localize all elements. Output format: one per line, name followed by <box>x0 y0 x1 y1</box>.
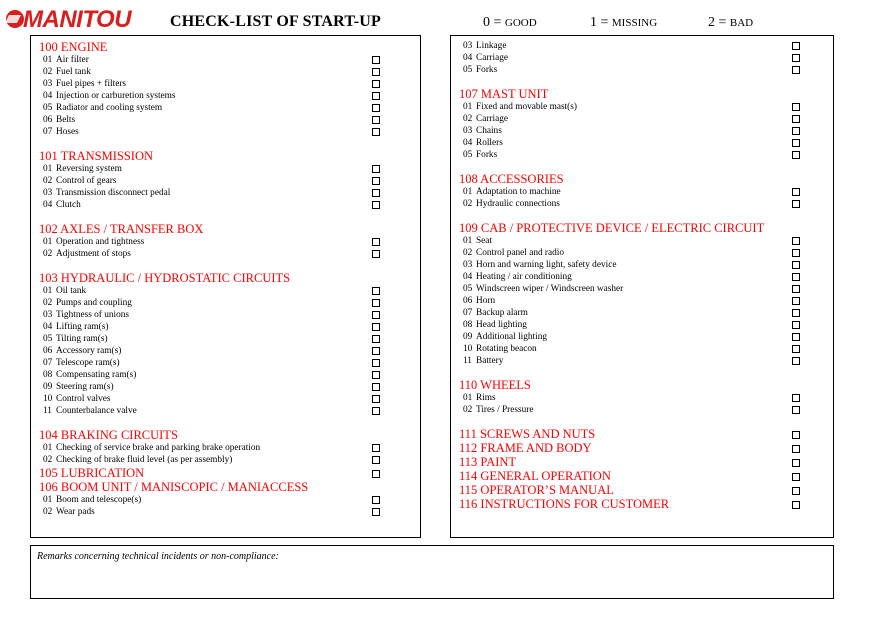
item-label: Fuel pipes + filters <box>56 79 127 89</box>
item-number: 05 <box>463 150 473 160</box>
status-checkbox[interactable] <box>792 473 800 481</box>
item-label: Transmission disconnect pedal <box>56 188 171 198</box>
item-label: Adaptation to machine <box>476 187 561 197</box>
status-checkbox[interactable] <box>372 250 380 258</box>
item-number: 03 <box>463 126 473 136</box>
right-checklist-content <box>451 36 833 511</box>
item-number: 11 <box>43 406 52 416</box>
item-label: Tires / Pressure <box>476 405 534 415</box>
status-checkbox[interactable] <box>372 383 380 391</box>
item-number: 05 <box>43 103 53 113</box>
section-title: 116 INSTRUCTIONS FOR CUSTOMER <box>459 497 670 511</box>
item-number: 11 <box>463 356 472 366</box>
item-number: 02 <box>43 298 53 308</box>
item-number: 03 <box>43 79 53 89</box>
item-label: Wear pads <box>56 507 95 517</box>
checklist-item <box>39 102 420 114</box>
status-checkbox[interactable] <box>372 496 380 504</box>
left-checklist-content <box>31 36 420 518</box>
item-label: Steering ram(s) <box>56 382 114 392</box>
checklist-item <box>459 295 833 307</box>
checklist-item <box>459 101 833 113</box>
status-checkbox[interactable] <box>372 371 380 379</box>
status-checkbox[interactable] <box>792 321 800 329</box>
checklist-item <box>39 357 420 369</box>
checklist-item <box>39 381 420 393</box>
item-number: 01 <box>463 236 473 246</box>
status-checkbox[interactable] <box>372 311 380 319</box>
legend-missing-code: 1 = <box>590 15 609 30</box>
checklist-section <box>459 441 833 455</box>
status-checkbox[interactable] <box>792 42 800 50</box>
manitou-logo <box>3 5 148 31</box>
item-label: Rims <box>476 393 496 403</box>
item-label: Operation and tightness <box>56 237 145 247</box>
section-title: 111 SCREWS AND NUTS <box>459 427 596 441</box>
legend-bad-code: 2 = <box>708 15 727 30</box>
item-label: Carriage <box>476 114 509 124</box>
checklist-item <box>459 113 833 125</box>
status-checkbox[interactable] <box>372 335 380 343</box>
item-label: Telescope ram(s) <box>56 358 120 368</box>
item-label: Rotating beacon <box>476 344 537 354</box>
checklist-section <box>39 466 420 480</box>
status-checkbox[interactable] <box>792 431 800 439</box>
item-number: 07 <box>463 308 473 318</box>
status-checkbox[interactable] <box>372 104 380 112</box>
item-number: 02 <box>463 199 473 209</box>
item-number: 10 <box>463 344 473 354</box>
item-label: Tilting ram(s) <box>56 334 108 344</box>
checklist-section <box>459 497 833 511</box>
item-label: Horn <box>476 296 496 306</box>
section-title: 101 TRANSMISSION <box>39 149 154 163</box>
item-label: Control valves <box>56 394 111 404</box>
item-label: Pumps and coupling <box>56 298 132 308</box>
checklist-item <box>39 114 420 126</box>
item-number: 01 <box>43 443 53 453</box>
status-checkbox[interactable] <box>372 165 380 173</box>
item-label: Air filter <box>56 55 89 65</box>
item-label: Belts <box>56 115 76 125</box>
item-label: Windscreen wiper / Windscreen washer <box>476 284 624 294</box>
item-number: 10 <box>43 394 53 404</box>
remarks-box[interactable] <box>30 545 834 599</box>
item-label: Radiator and cooling system <box>56 103 163 113</box>
status-checkbox[interactable] <box>372 347 380 355</box>
section-title: 105 LUBRICATION <box>39 466 145 480</box>
checklist-item <box>459 198 833 210</box>
item-number: 02 <box>463 248 473 258</box>
item-number: 01 <box>463 393 473 403</box>
item-number: 01 <box>43 286 53 296</box>
status-checkbox[interactable] <box>372 201 380 209</box>
status-checkbox[interactable] <box>792 188 800 196</box>
item-label: Rollers <box>476 138 503 148</box>
status-checkbox[interactable] <box>372 56 380 64</box>
item-number: 08 <box>463 320 473 330</box>
status-checkbox[interactable] <box>372 128 380 136</box>
item-label: Checking of service brake and parking brake operation <box>56 443 261 453</box>
status-checkbox[interactable] <box>792 139 800 147</box>
checklist-section <box>459 469 833 483</box>
status-checkbox[interactable] <box>372 92 380 100</box>
section-title: 108 ACCESSORIES <box>459 172 564 186</box>
checklist-section <box>39 149 420 211</box>
item-number: 02 <box>43 455 53 465</box>
status-checkbox[interactable] <box>792 406 800 414</box>
status-checkbox[interactable] <box>792 249 800 257</box>
checklist-item <box>459 283 833 295</box>
checklist-item <box>39 78 420 90</box>
item-label: Seat <box>476 236 493 246</box>
checklist-section <box>459 455 833 469</box>
item-label: Checking of brake fluid level (as per assembly) <box>56 455 233 465</box>
checklist-item <box>39 309 420 321</box>
item-number: 06 <box>43 115 53 125</box>
section-title: 115 OPERATOR’S MANUAL <box>459 483 614 497</box>
item-label: Reversing system <box>56 164 122 174</box>
checklist-item <box>459 64 833 76</box>
status-checkbox[interactable] <box>372 470 380 478</box>
item-number: 03 <box>43 188 53 198</box>
checklist-item <box>459 259 833 271</box>
section-title: 106 BOOM UNIT / MANISCOPIC / MANIACCESS <box>39 480 309 494</box>
page-title: CHECK-LIST OF START-UP <box>170 13 381 30</box>
status-checkbox[interactable] <box>792 501 800 509</box>
checklist-item <box>459 271 833 283</box>
item-label: Clutch <box>56 200 81 210</box>
manitou-logo-graphic <box>3 5 148 31</box>
checklist-item <box>459 392 833 404</box>
item-label: Compensating ram(s) <box>56 370 137 380</box>
item-number: 03 <box>463 260 473 270</box>
item-number: 04 <box>43 322 53 332</box>
checklist-item <box>39 187 420 199</box>
section-title: 112 FRAME AND BODY <box>459 441 592 455</box>
checklist-section <box>39 222 420 260</box>
checklist-item <box>459 52 833 64</box>
section-title: 107 MAST UNIT <box>459 87 549 101</box>
status-checkbox[interactable] <box>792 309 800 317</box>
section-title: 114 GENERAL OPERATION <box>459 469 611 483</box>
item-number: 03 <box>463 41 473 51</box>
item-number: 05 <box>463 65 473 75</box>
legend-bad-text: BAD <box>729 17 754 29</box>
item-label: Hydraulic connections <box>476 199 560 209</box>
checklist-item <box>39 175 420 187</box>
item-number: 02 <box>463 114 473 124</box>
right-checklist-panel <box>450 35 834 538</box>
item-label: Boom and telescope(s) <box>56 495 142 505</box>
status-checkbox[interactable] <box>792 127 800 135</box>
left-checklist-panel <box>30 35 421 538</box>
checklist-item <box>459 355 833 367</box>
status-checkbox[interactable] <box>372 238 380 246</box>
status-checkbox[interactable] <box>792 237 800 245</box>
legend-good-code: 0 = <box>483 15 502 30</box>
checklist-section <box>459 40 833 76</box>
item-label: Lifting ram(s) <box>56 322 109 332</box>
checklist-item <box>459 40 833 52</box>
status-checkbox[interactable] <box>372 323 380 331</box>
status-checkbox[interactable] <box>792 273 800 281</box>
status-checkbox[interactable] <box>372 68 380 76</box>
checklist-item <box>459 331 833 343</box>
checklist-item <box>39 126 420 138</box>
checklist-item <box>459 307 833 319</box>
item-label: Adjustment of stops <box>56 249 131 259</box>
item-label: Heating / air conditioning <box>476 272 572 282</box>
legend-missing <box>590 15 657 31</box>
item-number: 06 <box>43 346 53 356</box>
checklist-section <box>459 172 833 210</box>
checklist-item <box>39 248 420 260</box>
checklist-item <box>39 321 420 333</box>
item-number: 03 <box>43 310 53 320</box>
item-label: Head lighting <box>476 320 527 330</box>
status-checkbox[interactable] <box>372 359 380 367</box>
checklist-item <box>39 236 420 248</box>
status-checkbox[interactable] <box>792 345 800 353</box>
item-number: 04 <box>463 272 473 282</box>
checklist-item <box>459 125 833 137</box>
item-label: Linkage <box>476 41 507 51</box>
status-checkbox[interactable] <box>792 285 800 293</box>
item-label: Horn and warning light, safety device <box>476 260 617 270</box>
item-number: 04 <box>463 53 473 63</box>
item-number: 01 <box>463 187 473 197</box>
checklist-item <box>39 405 420 417</box>
section-title: 109 CAB / PROTECTIVE DEVICE / ELECTRIC CIRCUIT <box>459 221 765 235</box>
section-title: 110 WHEELS <box>459 378 531 392</box>
item-label: Tightness of unions <box>56 310 130 320</box>
checklist-item <box>39 90 420 102</box>
checklist-item <box>459 404 833 416</box>
checklist-section <box>459 221 833 367</box>
status-checkbox[interactable] <box>792 261 800 269</box>
checklist-item <box>39 506 420 518</box>
item-number: 02 <box>43 67 53 77</box>
checklist-item <box>459 343 833 355</box>
status-checkbox[interactable] <box>372 508 380 516</box>
checklist-section <box>459 378 833 416</box>
checklist-section <box>39 271 420 417</box>
checklist-item <box>39 393 420 405</box>
checklist-item <box>39 285 420 297</box>
item-number: 08 <box>43 370 53 380</box>
item-number: 02 <box>43 507 53 517</box>
legend-missing-text: MISSING <box>611 17 658 29</box>
item-number: 01 <box>463 102 473 112</box>
checklist-section <box>459 87 833 161</box>
status-checkbox[interactable] <box>792 151 800 159</box>
item-number: 04 <box>43 91 53 101</box>
status-checkbox[interactable] <box>792 487 800 495</box>
checklist-item <box>39 66 420 78</box>
item-number: 01 <box>43 164 53 174</box>
checklist-section <box>39 40 420 138</box>
checklist-item <box>39 199 420 211</box>
checklist-item <box>39 442 420 454</box>
checklist-item <box>39 454 420 466</box>
status-checkbox[interactable] <box>372 287 380 295</box>
item-label: Injection or carburetion systems <box>56 91 176 101</box>
item-number: 02 <box>43 249 53 259</box>
item-number: 05 <box>43 334 53 344</box>
checklist-item <box>459 137 833 149</box>
item-label: Hoses <box>56 127 79 137</box>
status-checkbox[interactable] <box>792 357 800 365</box>
legend-good-text: GOOD <box>504 17 537 29</box>
status-checkbox[interactable] <box>372 444 380 452</box>
remarks-label: Remarks concerning technical incidents or non-compliance: <box>37 551 279 562</box>
item-number: 04 <box>463 138 473 148</box>
status-checkbox[interactable] <box>792 54 800 62</box>
section-title: 102 AXLES / TRANSFER BOX <box>39 222 204 236</box>
checklist-section <box>39 480 420 518</box>
item-number: 06 <box>463 296 473 306</box>
item-label: Control panel and radio <box>476 248 565 258</box>
status-checkbox[interactable] <box>792 297 800 305</box>
item-label: Accessory ram(s) <box>56 346 122 356</box>
item-number: 05 <box>463 284 473 294</box>
item-label: Chains <box>476 126 502 136</box>
svg-text:MANITOU: MANITOU <box>23 6 132 31</box>
item-number: 01 <box>43 495 53 505</box>
item-label: Backup alarm <box>476 308 528 318</box>
checklist-item <box>459 186 833 198</box>
status-checkbox[interactable] <box>792 459 800 467</box>
checklist-item <box>459 247 833 259</box>
item-label: Fuel tank <box>56 67 91 77</box>
item-number: 09 <box>43 382 53 392</box>
item-number: 02 <box>43 176 53 186</box>
section-title: 103 HYDRAULIC / HYDROSTATIC CIRCUITS <box>39 271 291 285</box>
checklist-section <box>459 483 833 497</box>
checklist-item <box>39 369 420 381</box>
item-label: Control of gears <box>56 176 117 186</box>
status-checkbox[interactable] <box>792 200 800 208</box>
status-checkbox[interactable] <box>792 394 800 402</box>
checklist-item <box>459 149 833 161</box>
status-checkbox[interactable] <box>372 177 380 185</box>
item-label: Fixed and movable mast(s) <box>476 102 577 112</box>
checklist-section <box>39 428 420 466</box>
checklist-item <box>39 54 420 66</box>
checklist-item <box>39 333 420 345</box>
checklist-item <box>39 345 420 357</box>
section-title: 104 BRAKING CIRCUITS <box>39 428 178 442</box>
item-label: Carriage <box>476 53 509 63</box>
item-label: Additional lighting <box>476 332 548 342</box>
item-label: Forks <box>476 150 498 160</box>
item-number: 09 <box>463 332 473 342</box>
section-title: 100 ENGINE <box>39 40 108 54</box>
item-label: Battery <box>476 356 504 366</box>
legend-bad <box>708 15 753 31</box>
item-label: Oil tank <box>56 286 87 296</box>
item-number: 07 <box>43 127 53 137</box>
status-checkbox[interactable] <box>792 66 800 74</box>
item-number: 04 <box>43 200 53 210</box>
checklist-item <box>459 319 833 331</box>
checklist-item <box>459 235 833 247</box>
item-number: 02 <box>463 405 473 415</box>
section-title: 113 PAINT <box>459 455 517 469</box>
item-label: Counterbalance valve <box>56 406 137 416</box>
status-checkbox[interactable] <box>792 115 800 123</box>
status-checkbox[interactable] <box>792 103 800 111</box>
item-number: 07 <box>43 358 53 368</box>
checklist-section <box>459 427 833 441</box>
item-number: 01 <box>43 55 53 65</box>
status-checkbox[interactable] <box>372 395 380 403</box>
checklist-item <box>39 494 420 506</box>
status-checkbox[interactable] <box>372 116 380 124</box>
status-checkbox[interactable] <box>372 407 380 415</box>
status-checkbox[interactable] <box>792 333 800 341</box>
checklist-item <box>39 297 420 309</box>
status-checkbox[interactable] <box>792 445 800 453</box>
status-checkbox[interactable] <box>372 189 380 197</box>
status-checkbox[interactable] <box>372 299 380 307</box>
item-number: 01 <box>43 237 53 247</box>
item-label: Forks <box>476 65 498 75</box>
status-checkbox[interactable] <box>372 80 380 88</box>
status-checkbox[interactable] <box>372 456 380 464</box>
checklist-item <box>39 163 420 175</box>
legend-good <box>483 15 537 31</box>
